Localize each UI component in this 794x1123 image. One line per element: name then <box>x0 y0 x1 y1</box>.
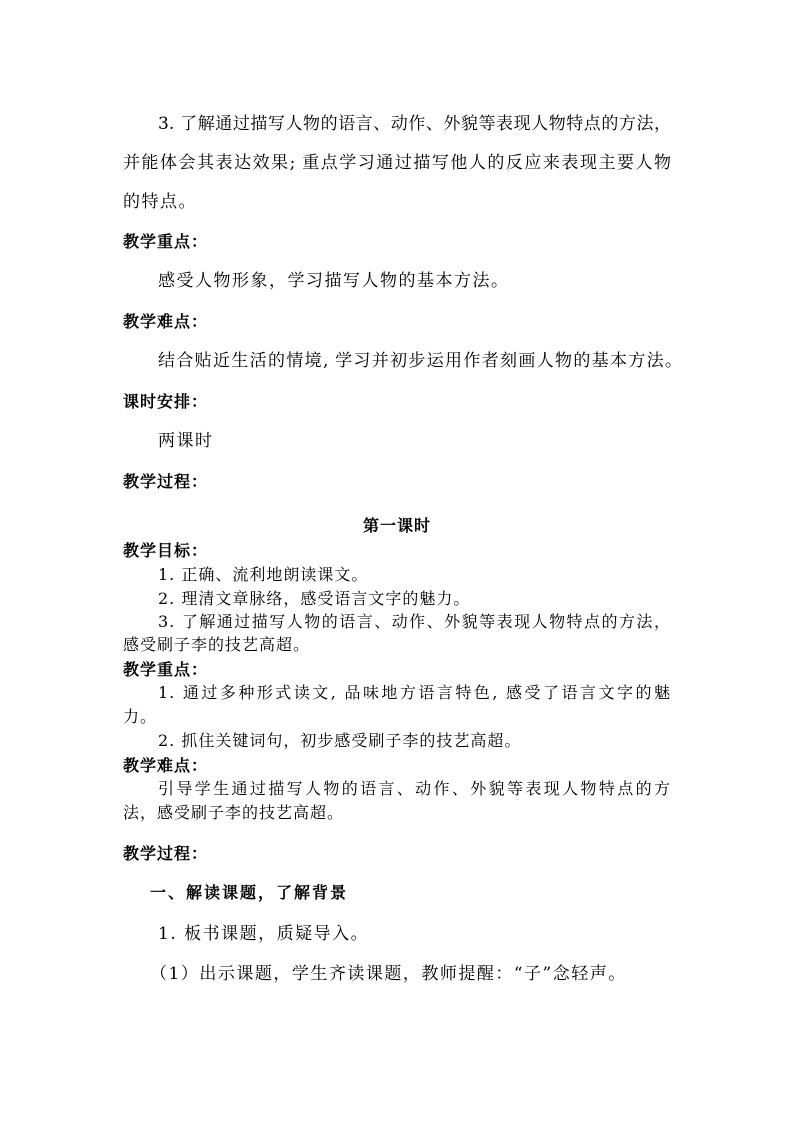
lesson-goals-heading: 教学目标： <box>123 541 209 560</box>
step-1-sub-1: （1）出示课题，学生齐读课题，教师提醒：“子”念轻声。 <box>150 964 627 984</box>
lesson-title: 第一课时 <box>362 516 431 535</box>
lesson-difficulty-line-1: 引导学生通过描写人物的语言、动作、外貌等表现人物特点的方 <box>158 779 671 798</box>
difficulty-heading: 教学难点： <box>123 312 209 331</box>
lesson-goal-3-line-2: 感受刷子李的技艺高超。 <box>123 635 311 654</box>
lesson-process-heading: 教学过程： <box>123 844 209 863</box>
section-1-heading: 一、解读课题，了解背景 <box>150 883 349 902</box>
process-heading: 教学过程： <box>123 472 209 491</box>
lesson-goal-3-line-1: 3. 了解通过描写人物的语言、动作、外貌等表现人物特点的方法， <box>158 612 671 631</box>
lesson-key-2: 2. 抓住关键词句，初步感受刷子李的技艺高超。 <box>158 731 522 750</box>
lesson-difficulty-line-2: 法，感受刷子李的技艺高超。 <box>123 803 345 822</box>
schedule-text: 两课时 <box>158 431 214 451</box>
lesson-key-1-line-1: 1. 通过多种形式读文, 品味地方语言特色, 感受了语言文字的魅 <box>158 683 671 702</box>
lesson-key-heading: 教学重点： <box>123 660 209 679</box>
lesson-goal-2: 2. 理清文章脉络，感受语言文字的魅力。 <box>158 589 471 608</box>
difficulty-text: 结合贴近生活的情境, 学习并初步运用作者刻画人物的基本方法。 <box>158 351 682 371</box>
goal-3-line-1: 3. 了解通过描写人物的语言、动作、外貌等表现人物特点的方法， <box>158 114 671 134</box>
goal-3-line-3: 的特点。 <box>123 192 197 212</box>
key-points-heading: 教学重点： <box>123 232 209 251</box>
schedule-heading: 课时安排： <box>123 392 209 411</box>
lesson-key-1-line-2: 力。 <box>123 707 158 726</box>
step-1: 1. 板书课题，质疑导入。 <box>158 924 370 944</box>
goal-3-line-2: 并能体会其表达效果; 重点学习通过描写他人的反应来表现主要人物 <box>123 153 671 173</box>
lesson-difficulty-heading: 教学难点： <box>123 756 209 775</box>
lesson-goal-1: 1. 正确、流利地朗读课文。 <box>158 565 369 584</box>
key-points-text: 感受人物形象，学习描写人物的基本方法。 <box>158 271 510 291</box>
